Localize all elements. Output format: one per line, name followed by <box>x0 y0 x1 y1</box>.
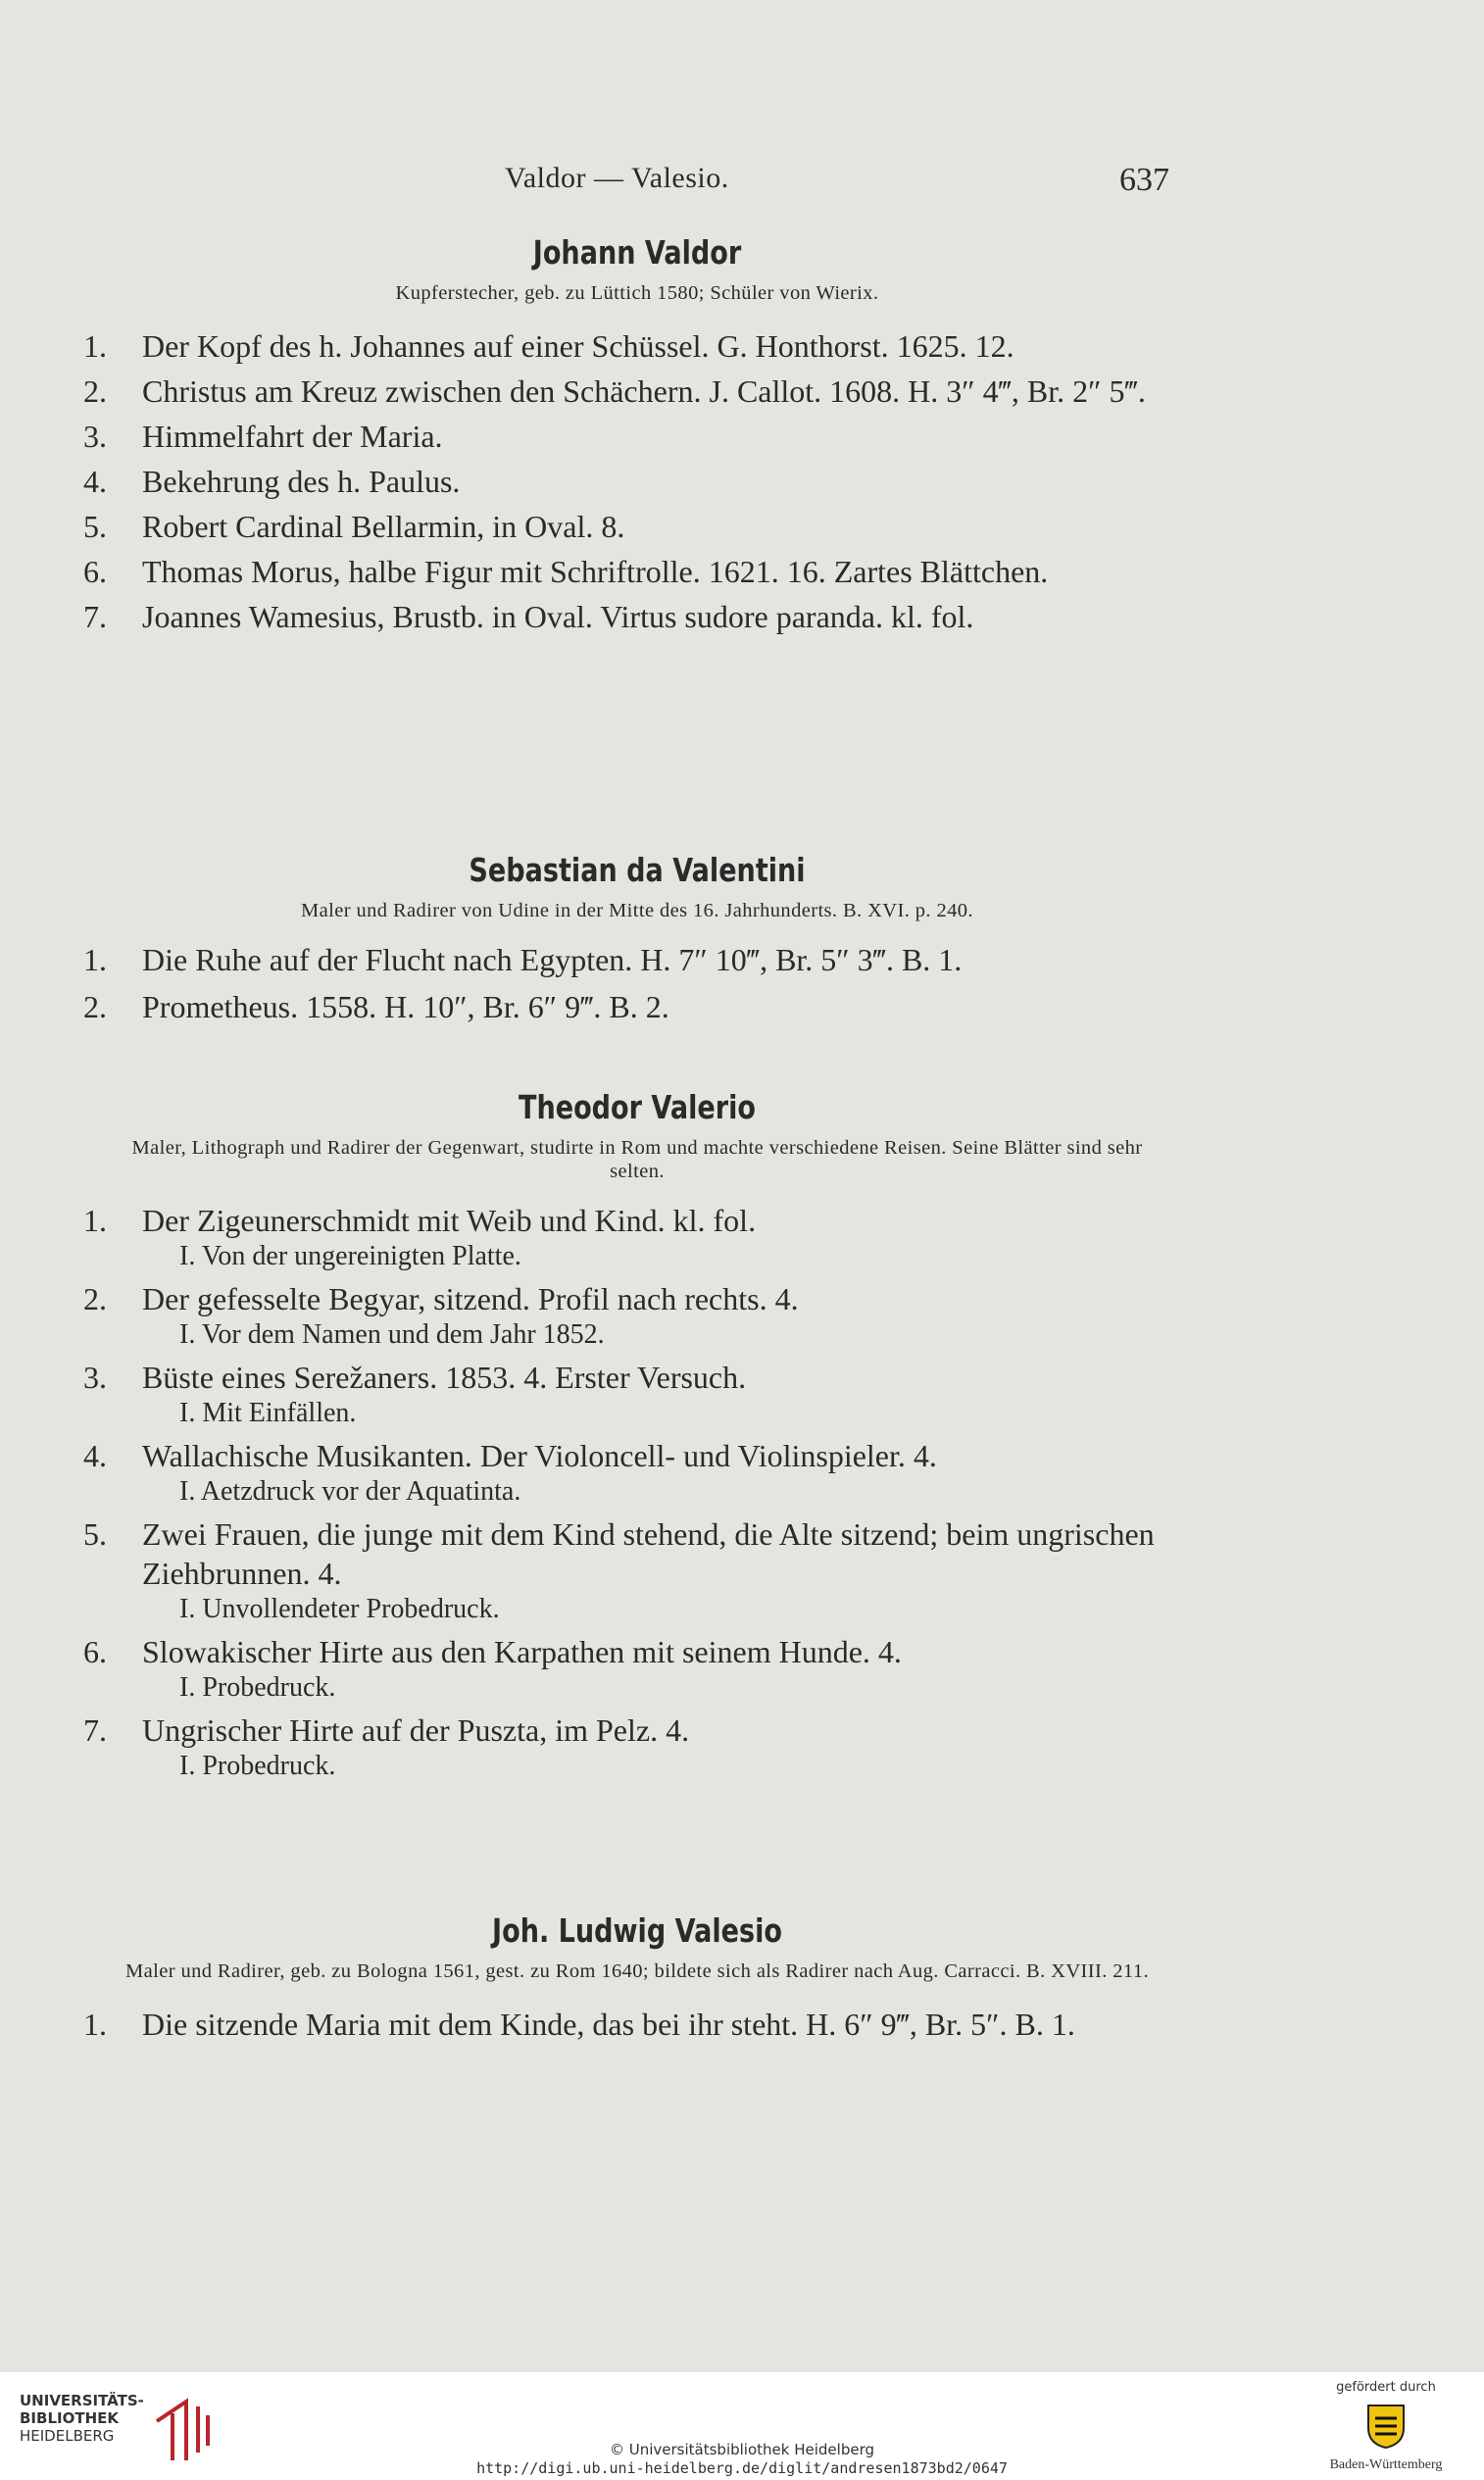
artist-section-valesio <box>83 1911 1191 2044</box>
artist-name: Johann Valdor <box>532 233 742 272</box>
entry-state-note: I. Probedruck. <box>179 1751 336 1781</box>
entry-state-note: I. Aetzdruck vor der Aquatinta. <box>179 1476 521 1507</box>
entry-number: 1. <box>83 328 107 364</box>
library-name <box>20 2392 144 2445</box>
entry <box>83 987 1191 1026</box>
sponsor-block[interactable] <box>1312 2380 1459 2473</box>
entry-text: Die Ruhe auf der Flucht nach Egypten. H. 7″ 10‴, Br. 5″ 3‴. B. 1. <box>142 942 963 977</box>
entry <box>83 1279 1191 1352</box>
entry-text: Bekehrung des h. Paulus. <box>142 464 461 499</box>
library-name-line: BIBLIOTHEK <box>20 2409 119 2427</box>
library-logo[interactable] <box>20 2392 144 2445</box>
entry-text: Slowakischer Hirte aus den Karpathen mit seinem Hunde. 4. <box>142 1634 902 1669</box>
entry-state-note: I. Von der ungereinigten Platte. <box>179 1241 521 1271</box>
artist-section-valdor <box>83 233 1191 636</box>
entry <box>83 940 1191 979</box>
entry-number: 3. <box>83 1360 107 1395</box>
artist-name: Joh. Ludwig Valesio <box>492 1911 782 1950</box>
entry-state-note: I. Probedruck. <box>179 1672 336 1703</box>
sponsor-name: Baden-Württemberg <box>1329 2457 1443 2472</box>
entry-text: Wallachische Musikanten. Der Violoncell- und Violinspieler. 4. <box>142 1438 937 1473</box>
entry <box>83 2005 1191 2044</box>
entry-number: 1. <box>83 2007 107 2042</box>
artist-description: Maler, Lithograph und Radirer der Gegenwart, studirte in Rom und machte verschiedene Reisen. Seine Blätter sind sehr selten. <box>131 1137 1143 1182</box>
artist-name: Theodor Valerio <box>519 1088 756 1126</box>
artist-name: Sebastian da Valentini <box>469 851 806 889</box>
state-coat-of-arms-icon <box>1363 2401 1409 2450</box>
artist-description: Maler und Radirer, geb. zu Bologna 1561, gest. zu Rom 1640; bildete sich als Radirer nach Aug. Carracci. B. XVIII. 211. <box>124 1960 1149 1982</box>
sponsor-label: gefördert durch <box>1336 2380 1436 2395</box>
entry <box>83 1358 1191 1430</box>
entry-text: Der Zigeunerschmidt mit Weib und Kind. kl. fol. <box>142 1203 757 1238</box>
entry-number: 4. <box>83 464 107 499</box>
copyright-notice: © Universitätsbibliothek Heidelberg <box>609 2441 874 2458</box>
entry-number: 5. <box>83 509 107 544</box>
entry-number: 4. <box>83 1438 107 1473</box>
artist-section-valerio <box>83 1088 1191 1783</box>
library-name-line: HEIDELBERG <box>20 2427 115 2445</box>
entry <box>83 552 1191 591</box>
entry-list <box>83 1201 1191 1783</box>
entry-number: 2. <box>83 989 107 1024</box>
entry <box>83 417 1191 456</box>
entry-text: Die sitzende Maria mit dem Kinde, das bei ihr steht. H. 6″ 9‴, Br. 5″. B. 1. <box>142 2007 1075 2042</box>
entry-number: 7. <box>83 1712 107 1748</box>
entry-text: Joannes Wamesius, Brustb. in Oval. Virtus sudore paranda. kl. fol. <box>142 599 974 634</box>
entry-number: 6. <box>83 1634 107 1669</box>
entry-text: Thomas Morus, halbe Figur mit Schriftrolle. 1621. 16. Zartes Blättchen. <box>142 554 1049 589</box>
entry-number: 6. <box>83 554 107 589</box>
artist-description: Kupferstecher, geb. zu Lüttich 1580; Schüler von Wierix. <box>395 282 879 304</box>
library-name-line: UNIVERSITÄTS- <box>20 2392 144 2409</box>
entry-number: 5. <box>83 1516 107 1552</box>
entry-number: 2. <box>83 373 107 409</box>
entry <box>83 1514 1191 1626</box>
entry <box>83 1711 1191 1783</box>
entry-list <box>83 326 1191 636</box>
entry <box>83 372 1191 411</box>
entry <box>83 1632 1191 1705</box>
entry-text: Büste eines Serežaners. 1853. 4. Erster Versuch. <box>142 1360 747 1395</box>
entry-list <box>83 940 1191 1026</box>
entry-number: 1. <box>83 1203 107 1238</box>
entry <box>83 507 1191 546</box>
entry-text: Robert Cardinal Bellarmin, in Oval. 8. <box>142 509 625 544</box>
entry-number: 7. <box>83 599 107 634</box>
entry <box>83 1201 1191 1273</box>
entry <box>83 1436 1191 1509</box>
entry-state-note: I. Vor dem Namen und dem Jahr 1852. <box>179 1319 605 1350</box>
entry-text: Prometheus. 1558. H. 10″, Br. 6″ 9‴. B. 2. <box>142 989 669 1024</box>
entry-text: Der Kopf des h. Johannes auf einer Schüssel. G. Honthorst. 1625. 12. <box>142 328 1014 364</box>
entry-state-note: I. Mit Einfällen. <box>179 1398 357 1428</box>
entry <box>83 597 1191 636</box>
digitization-footer <box>0 2372 1484 2480</box>
entry <box>83 462 1191 501</box>
running-title: Valdor — Valesio. <box>505 162 729 194</box>
entry-list <box>83 2005 1191 2044</box>
entry-text: Zwei Frauen, die junge mit dem Kind stehend, die Alte sitzend; beim ungrischen Ziehbrunnen. 4. <box>142 1516 1155 1591</box>
artist-section-valentini <box>83 851 1191 1026</box>
entry-text: Ungrischer Hirte auf der Puszta, im Pelz. 4. <box>142 1712 690 1748</box>
entry-text: Himmelfahrt der Maria. <box>142 419 443 454</box>
entry-text: Christus am Kreuz zwischen den Schächern. J. Callot. 1608. H. 3″ 4‴, Br. 2″ 5‴. <box>142 373 1146 409</box>
entry-number: 3. <box>83 419 107 454</box>
permalink-url[interactable]: http://digi.ub.uni-heidelberg.de/diglit/andresen1873bd2/0647 <box>476 2459 1008 2477</box>
entry-state-note: I. Unvollendeter Probedruck. <box>179 1594 500 1624</box>
page-number: 637 <box>1119 162 1169 198</box>
artist-description: Maler und Radirer von Udine in der Mitte des 16. Jahrhunderts. B. XVI. p. 240. <box>301 900 973 921</box>
entry-number: 1. <box>83 942 107 977</box>
entry-text: Der gefesselte Begyar, sitzend. Profil nach rechts. 4. <box>142 1281 799 1316</box>
entry <box>83 326 1191 366</box>
entry-number: 2. <box>83 1281 107 1316</box>
